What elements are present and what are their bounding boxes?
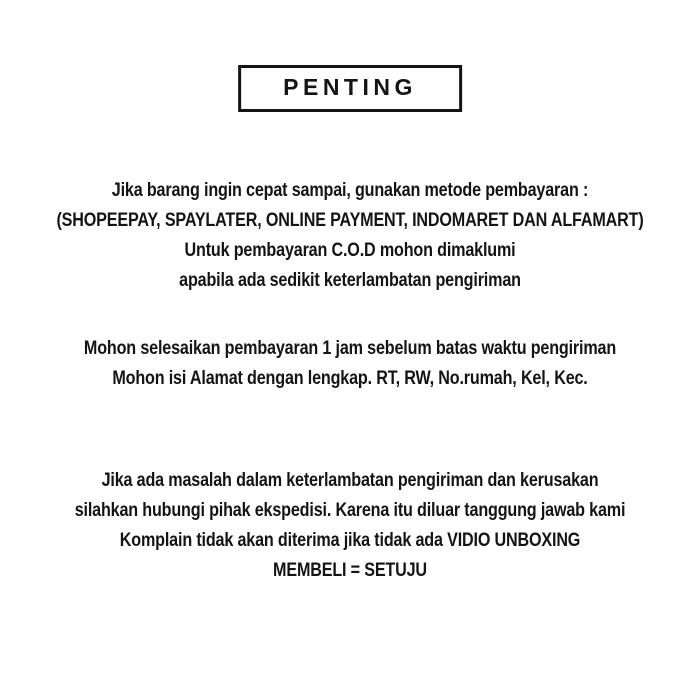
text-line: Mohon isi Alamat dengan lengkap. RT, RW, No.rumah, Kel, Kec. [112, 368, 588, 389]
paragraph-payment-method-info [53, 176, 648, 296]
text-line: Jika barang ingin cepat sampai, gunakan metode pembayaran : [111, 180, 589, 201]
text-line: Mohon selesaikan pembayaran 1 jam sebelum batas waktu pengiriman [83, 338, 617, 359]
text-line: silahkan hubungi pihak ekspedisi. Karena itu diluar tanggung jawab kami [74, 500, 626, 521]
title-box [238, 65, 462, 112]
text-line: Untuk pembayaran C.O.D mohon dimaklumi [184, 240, 516, 261]
text-line: Komplain tidak akan diterima jika tidak ada VIDIO UNBOXING [119, 530, 581, 551]
paragraph-payment-deadline-address [53, 334, 648, 394]
text-line: Jika ada masalah dalam keterlambatan pengiriman dan kerusakan [101, 470, 599, 491]
text-line: (SHOPEEPAY, SPAYLATER, ONLINE PAYMENT, INDOMARET DAN ALFAMART) [56, 210, 644, 231]
text-line: apabila ada sedikit keterlambatan pengiriman [179, 270, 521, 291]
page-title: PENTING [283, 74, 417, 100]
paragraph-complaint-policy [53, 466, 648, 586]
text-line: MEMBELI = SETUJU [273, 560, 427, 581]
